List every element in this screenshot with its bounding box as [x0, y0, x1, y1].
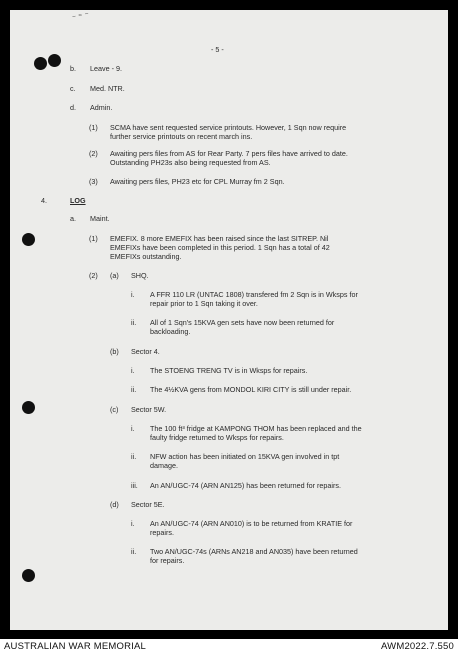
sub-number: (2) [89, 271, 98, 280]
roman-text: damage. [150, 461, 178, 470]
item-text: Maint. [90, 214, 110, 223]
sub-number: (3) [89, 177, 98, 186]
sector-letter: (a) [110, 271, 119, 280]
roman-number: i. [131, 424, 135, 433]
roman-text: The 4½KVA gens from MONDOL KIRI CITY is still under repair. [150, 385, 352, 394]
item-letter: b. [70, 64, 76, 73]
roman-text: repairs. [150, 528, 174, 537]
roman-number: i. [131, 290, 135, 299]
item-letter: c. [70, 84, 76, 93]
page-number: - 5 - [211, 45, 224, 54]
section-number: 4. [41, 196, 47, 205]
roman-text: An AN/UGC-74 (ARN AN125) has been returned for repairs. [150, 481, 341, 490]
roman-number: ii. [131, 452, 137, 461]
roman-number: ii. [131, 318, 137, 327]
roman-text: Two AN/UGC-74s (ARNs AN218 and AN035) have been returned [150, 547, 358, 556]
sub-text: EMEFIXs have been completed in this period. 1 Sqn has a total of 42 [110, 243, 330, 252]
punch-hole [48, 54, 61, 67]
section-title: LOG [70, 196, 86, 205]
punch-hole [22, 401, 35, 414]
roman-text: faulty fridge returned to Wksps for repairs. [150, 433, 284, 442]
sector-title: Sector 5W. [131, 405, 167, 414]
roman-text: The STOENG TRENG TV is in Wksps for repairs. [150, 366, 308, 375]
item-text: Admin. [90, 103, 113, 112]
sector-letter: (d) [110, 500, 119, 509]
sector-title: Sector 4. [131, 347, 160, 356]
sub-number: (2) [89, 149, 98, 158]
punch-hole [34, 57, 47, 70]
roman-text: NFW action has been initiated on 15KVA gen involved in tpt [150, 452, 340, 461]
item-letter: d. [70, 103, 76, 112]
sector-title: Sector 5E. [131, 500, 165, 509]
item-text: Leave - 9. [90, 64, 122, 73]
sector-letter: (b) [110, 347, 119, 356]
page-mark: ⁻ ⁼ ⁻ [71, 10, 90, 23]
roman-text: All of 1 Sqn's 15KVA gen sets have now been returned for [150, 318, 335, 327]
footer-source: AUSTRALIAN WAR MEMORIAL [4, 641, 147, 652]
sub-number: (1) [89, 234, 98, 243]
roman-text: An AN/UGC-74 (ARN AN010) is to be returned from KRATIE for [150, 519, 353, 528]
sub-text: Awaiting pers files, PH23 etc for CPL Murray fm 2 Sqn. [110, 177, 285, 186]
punch-hole [22, 569, 35, 582]
item-letter: a. [70, 214, 76, 223]
item-text: Med. NTR. [90, 84, 125, 93]
roman-text: repair prior to 1 Sqn taking it over. [150, 299, 258, 308]
roman-number: ii. [131, 547, 137, 556]
roman-text: A FFR 110 LR (UNTAC 1808) transfered fm 2 Sqn is in Wksps for [150, 290, 358, 299]
sub-number: (1) [89, 123, 98, 132]
roman-text: The 100 ft³ fridge at KAMPONG THOM has been replaced and the [150, 424, 362, 433]
sector-letter: (c) [110, 405, 119, 414]
sub-text: EMEFIX. 8 more EMEFIX has been raised since the last SITREP. Nil [110, 234, 329, 243]
sector-title: SHQ. [131, 271, 149, 280]
sub-text: SCMA have sent requested service printouts. However, 1 Sqn now require [110, 123, 347, 132]
roman-number: i. [131, 519, 135, 528]
punch-hole [22, 233, 35, 246]
sub-text: Awaiting pers files from AS for Rear Party. 7 pers files have arrived to date. [110, 149, 348, 158]
footer-accession: AWM2022.7.550 [380, 641, 454, 652]
roman-number: iii. [131, 481, 138, 490]
sub-text: EMEFIXs outstanding. [110, 252, 182, 261]
roman-text: backloading. [150, 327, 191, 336]
roman-number: i. [131, 366, 135, 375]
roman-number: ii. [131, 385, 137, 394]
sub-text: further service printouts on recent march ins. [110, 132, 253, 141]
roman-text: for repairs. [150, 556, 185, 565]
sub-text: Outstanding PH23s also being requested from AS. [110, 158, 271, 167]
